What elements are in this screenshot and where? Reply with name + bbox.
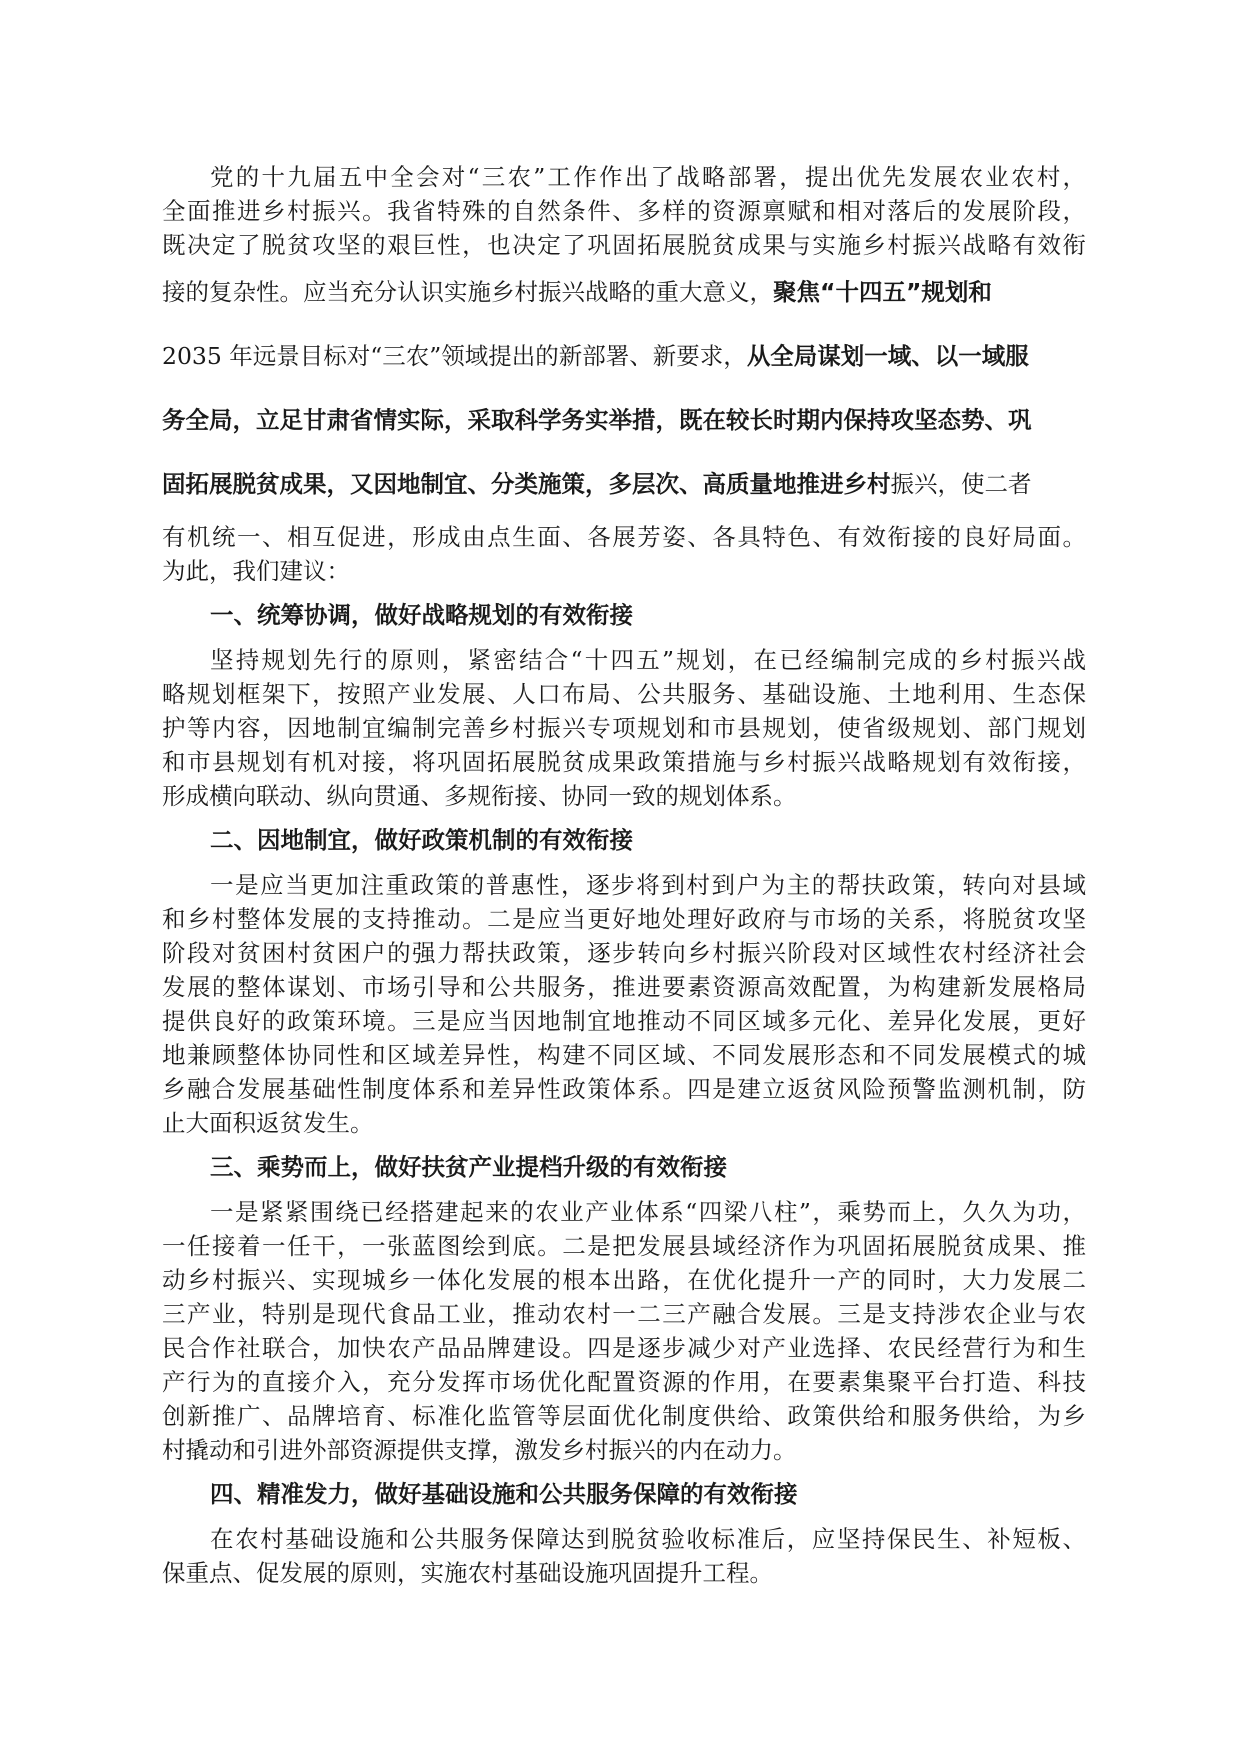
section-2-heading: 二、因地制宜，做好政策机制的有效衔接	[210, 826, 633, 854]
section-1-heading: 一、统筹协调，做好战略规划的有效衔接	[210, 601, 633, 629]
intro-line-7	[162, 469, 1032, 499]
intro-line-7-emphasis: 固拓展脱贫成果，又因地制宜、分类施策，多层次、高质量地推进乡村	[162, 470, 891, 498]
intro-line-5-regular: 2035 年远景目标对“三农”领域提出的新部署、新要求，	[162, 342, 747, 370]
section-3-heading: 三、乘势而上，做好扶贫产业提档升级的有效衔接	[210, 1153, 727, 1181]
intro-line-9: 为此，我们建议：	[162, 557, 350, 585]
section-2-line-8: 止大面积返贫发生。	[162, 1109, 374, 1137]
section-1-line-2: 略规划框架下，按照产业发展、人口布局、公共服务、基础设施、土地利用、生态保	[162, 680, 1086, 708]
section-3-line-3: 动乡村振兴、实现城乡一体化发展的根本出路，在优化提升一产的同时，大力发展二	[162, 1266, 1086, 1294]
section-1-line-5: 形成横向联动、纵向贯通、多规衔接、协同一致的规划体系。	[162, 782, 797, 810]
section-2-line-5: 提供良好的政策环境。三是应当因地制宜地推动不同区域多元化、差异化发展，更好	[162, 1007, 1086, 1035]
intro-line-2: 全面推进乡村振兴。我省特殊的自然条件、多样的资源禀赋和相对落后的发展阶段，	[162, 197, 1086, 225]
section-4-line-1: 在农村基础设施和公共服务保障达到脱贫验收标准后，应坚持保民生、补短板、	[210, 1525, 1086, 1553]
section-3-line-1: 一是紧紧围绕已经搭建起来的农业产业体系“四梁八柱”，乘势而上，久久为功，	[210, 1198, 1086, 1226]
intro-line-4	[162, 277, 992, 307]
intro-line-4-emphasis: 聚焦“十四五”规划和	[773, 278, 992, 306]
section-3-line-6: 产行为的直接介入，充分发挥市场优化配置资源的作用，在要素集聚平台打造、科技	[162, 1368, 1086, 1396]
section-2-line-7: 乡融合发展基础性制度体系和差异性政策体系。四是建立返贫风险预警监测机制，防	[162, 1075, 1086, 1103]
intro-line-6: 务全局，立足甘肃省情实际，采取科学务实举措，既在较长时期内保持攻坚态势、巩	[162, 406, 1032, 434]
section-1-line-1: 坚持规划先行的原则，紧密结合“十四五”规划，在已经编制完成的乡村振兴战	[210, 646, 1086, 674]
section-4-line-2: 保重点、促发展的原则，实施农村基础设施巩固提升工程。	[162, 1559, 773, 1587]
section-3-line-4: 三产业，特别是现代食品工业，推动农村一二三产融合发展。三是支持涉农企业与农	[162, 1300, 1086, 1328]
intro-line-3: 既决定了脱贫攻坚的艰巨性，也决定了巩固拓展脱贫成果与实施乡村振兴战略有效衔	[162, 231, 1086, 259]
section-3-line-5: 民合作社联合，加快农产品品牌建设。四是逐步减少对产业选择、农民经营行为和生	[162, 1334, 1086, 1362]
section-3-line-7: 创新推广、品牌培育、标准化监管等层面优化制度供给、政策供给和服务供给，为乡	[162, 1402, 1086, 1430]
section-3-line-2: 一任接着一任干，一张蓝图绘到底。二是把发展县域经济作为巩固拓展脱贫成果、推	[162, 1232, 1086, 1260]
intro-line-1: 党的十九届五中全会对“三农”工作作出了战略部署，提出优先发展农业农村，	[210, 163, 1086, 191]
section-4-heading: 四、精准发力，做好基础设施和公共服务保障的有效衔接	[210, 1480, 798, 1508]
intro-line-5	[162, 341, 1029, 371]
section-2-line-3: 阶段对贫困村贫困户的强力帮扶政策，逐步转向乡村振兴阶段对区域性农村经济社会	[162, 939, 1086, 967]
section-2-line-4: 发展的整体谋划、市场引导和公共服务，推进要素资源高效配置，为构建新发展格局	[162, 973, 1086, 1001]
intro-line-7-regular: 振兴，使二者	[890, 470, 1032, 498]
intro-line-8: 有机统一、相互促进，形成由点生面、各展芳姿、各具特色、有效衔接的良好局面。	[162, 523, 1086, 551]
intro-line-4-regular: 接的复杂性。应当充分认识实施乡村振兴战略的重大意义，	[162, 278, 773, 306]
section-2-line-2: 和乡村整体发展的支持推动。二是应当更好地处理好政府与市场的关系，将脱贫攻坚	[162, 905, 1086, 933]
section-1-line-4: 和市县规划有机对接，将巩固拓展脱贫成果政策措施与乡村振兴战略规划有效衔接，	[162, 748, 1086, 776]
section-3-line-8: 村撬动和引进外部资源提供支撑，激发乡村振兴的内在动力。	[162, 1436, 797, 1464]
intro-line-5-emphasis: 从全局谋划一域、以一域服	[746, 342, 1029, 370]
section-2-line-1: 一是应当更加注重政策的普惠性，逐步将到村到户为主的帮扶政策，转向对县域	[210, 871, 1086, 899]
section-1-line-3: 护等内容，因地制宜编制完善乡村振兴专项规划和市县规划，使省级规划、部门规划	[162, 714, 1086, 742]
section-2-line-6: 地兼顾整体协同性和区域差异性，构建不同区域、不同发展形态和不同发展模式的城	[162, 1041, 1086, 1069]
